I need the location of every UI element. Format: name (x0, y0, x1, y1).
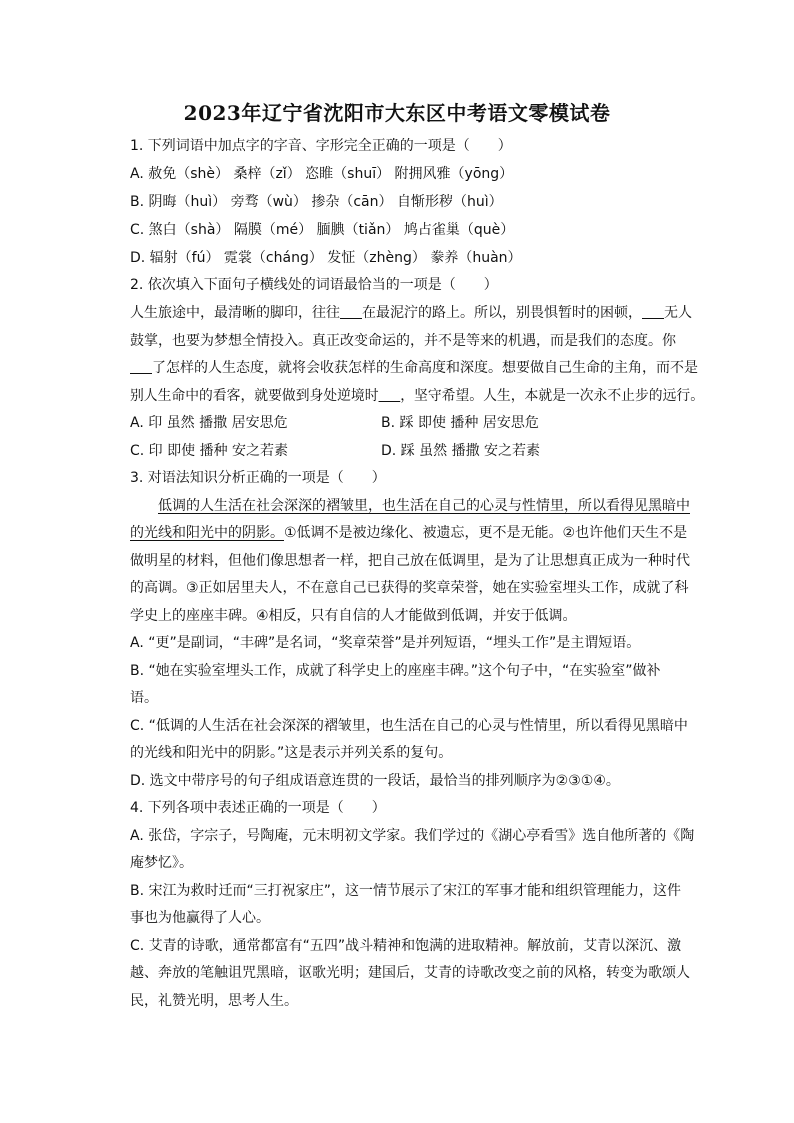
q2-text: 人生旅途中，最清晰的脚印，往往 (130, 305, 340, 321)
q3-option-c-line-1: C. “低调的人生活在社会深深的褶皱里，也生活在自己的心灵与性情里，所以看得见黑暗中 (130, 718, 688, 734)
q4-option-c-line-1: C. 艾青的诗歌，通常都富有“五四”战斗精神和饱满的进取精神。解放前，艾青以深沉、激 (130, 938, 682, 954)
q2-passage-line-2: 鼓掌，也要为梦想全情投入。真正改变命运的，并不是等来的机遇，而是我们的态度。你 (130, 333, 676, 349)
q3-option-a: A. “更”是副词，“丰碑”是名词，“奖章荣誉”是并列短语，“埋头工作”是主谓短语。 (130, 635, 641, 651)
q4-option-c-line-3: 民，礼赞光明，思考人生。 (130, 993, 298, 1009)
q3-option-c-line-2: 的光线和阳光中的阴影。”这是表示并列关系的复句。 (130, 745, 453, 761)
q3-option-b-line-2: 语。 (130, 690, 158, 706)
q1-option-a: A. 赦免（shè） 桑梓（zǐ） 恣睢（shuī） 附拥风雅（yōng） (130, 166, 514, 182)
q2-text: 别人生命中的看客，就要做到身处逆境时 (130, 388, 379, 404)
q4-option-b-line-2: 事也为他赢得了人心。 (130, 910, 270, 926)
q2-text: 在最泥泞的路上。所以，别畏惧暂时的困顿， (362, 305, 642, 321)
q2-blank-2 (642, 304, 664, 319)
q1-option-b: B. 阴晦（huì） 旁骛（wù） 掺杂（cān） 自惭形秽（huì） (130, 194, 503, 210)
q2-stem: 2. 依次填入下面句子横线处的词语最恰当的一项是（ ） (130, 277, 498, 293)
q1-stem: 1. 下列词语中加点字的字音、字形完全正确的一项是（ ） (130, 138, 512, 154)
q3-option-d: D. 选文中带序号的句子组成语意连贯的一段话，最恰当的排列顺序为②③①④。 (130, 773, 620, 789)
q3-passage-line-1: 低调的人生活在社会深深的褶皱里，也生活在自己的心灵与性情里，所以看得见黑暗中 (158, 498, 690, 514)
q4-option-a-line-2: 庵梦忆》。 (130, 855, 193, 871)
q3-passage-line-3: 做明星的材料，但他们像思想者一样，把自己放在低调里，是为了让思想真正成为一种时代 (130, 553, 690, 569)
q2-text: ，坚守希望。人生，本就是一次永不止步的远行。 (400, 388, 705, 404)
q2-text: 无人 (664, 305, 692, 321)
q2-option-c: C. 印 即使 播种 安之若素 (130, 443, 289, 459)
q3-option-b-line-1: B. “她在实验室埋头工作，成就了科学史上的座座丰碑。”这个句子中，“在实验室”做补 (130, 663, 661, 679)
q2-text: 了怎样的人生态度，就将会收获怎样的生命高度和深度。想要做自己生命的主角，而不是 (152, 360, 698, 376)
q3-stem: 3. 对语法知识分析正确的一项是（ ） (130, 470, 386, 486)
q4-stem: 4. 下列各项中表述正确的一项是（ ） (130, 800, 386, 816)
q4-option-c-line-2: 越、奔放的笔触诅咒黑暗，讴歌光明；建国后，艾青的诗歌改变之前的风格，转变为歌颂人 (130, 965, 690, 981)
q3-text: ①低调不是被边缘化、被遗忘，更不是无能。②也许他们天生不是 (284, 525, 688, 541)
q2-passage-line-3 (130, 359, 698, 377)
q2-blank-1 (340, 304, 362, 319)
q3-passage-line-5: 学史上的座座丰碑。④相反，只有自信的人才能做到低调，并安于低调。 (130, 608, 577, 624)
q2-option-b: B. 踩 即使 播种 居安思危 (381, 415, 539, 431)
q4-option-a-line-1: A. 张岱，字宗子，号陶庵，元末明初文学家。我们学过的《湖心亭看雪》选自他所著的《陶 (130, 828, 695, 844)
page-title: 2023年辽宁省沈阳市大东区中考语文零模试卷 (183, 101, 611, 125)
q3-passage-line-2 (130, 524, 687, 542)
q2-blank-3 (130, 359, 152, 374)
q3-passage-line-4: 的高调。③正如居里夫人，不在意自己已获得的奖章荣誉，她在实验室埋头工作，成就了科 (130, 580, 689, 596)
q2-blank-4 (379, 387, 401, 402)
q2-passage-line-4 (130, 387, 704, 405)
q4-option-b-line-1: B. 宋江为救时迁而“三打祝家庄”，这一情节展示了宋江的军事才能和组织管理能力，这件 (130, 883, 682, 899)
q3-underlined-text: 的光线和阳光中的阴影。 (130, 525, 284, 541)
q2-option-a: A. 印 虽然 播撒 居安思危 (130, 415, 288, 431)
q2-passage-line-1 (130, 304, 692, 322)
q1-option-c: C. 煞白（shà） 隔膜（mé） 腼腆（tiǎn） 鸠占雀巢（què） (130, 222, 515, 238)
q1-option-d: D. 辐射（fú） 霓裳（cháng） 发怔（zhèng） 豢养（huàn） (130, 250, 522, 266)
q2-option-d: D. 踩 虽然 播撒 安之若素 (381, 443, 541, 459)
